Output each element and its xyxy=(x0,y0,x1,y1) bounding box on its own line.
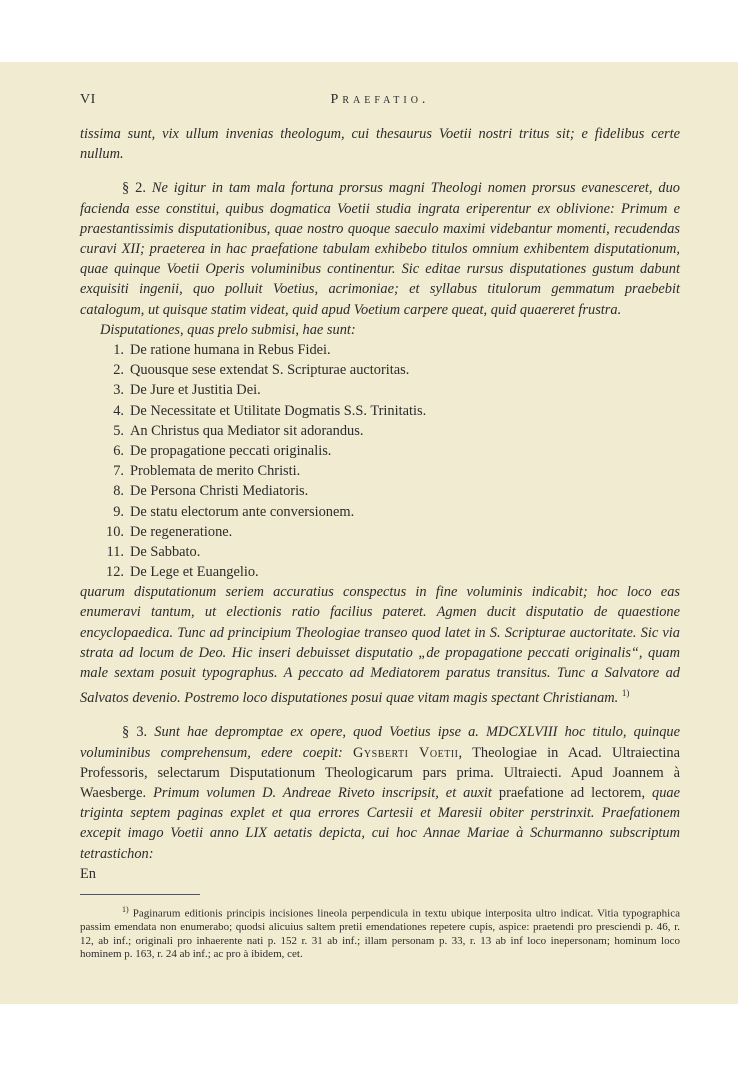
disputation-title: De Jure et Justitia Dei. xyxy=(130,382,261,399)
section-2-mark: § 2. xyxy=(122,180,146,197)
disputation-title: Problemata de merito Christi. xyxy=(130,463,301,480)
disputation-item xyxy=(110,340,680,360)
disputation-item xyxy=(106,562,680,582)
section-3-part1: Sunt hae depromptae ex opere, quod Voetius ipse a. MDCXLVIII hoc titulo, quinque voluminibus comprehensum, edere coepit: xyxy=(80,724,680,761)
section-3-author: Gysberti Voetii xyxy=(353,744,459,761)
disputation-item xyxy=(110,441,680,461)
footnote-mark: 1) xyxy=(122,904,129,914)
disputation-title: De Necessitate et Utilitate Dogmatis S.S. Trinitatis. xyxy=(130,402,427,419)
section-3-paragraph xyxy=(80,722,680,863)
disputation-item xyxy=(110,360,680,380)
disputations-list xyxy=(80,340,680,582)
disputation-item xyxy=(110,421,680,441)
section-3-part5: quae triginta septem paginas explet et qua errores Cartesii et Maresii obiter perstrinxit. Praefationem excepit imago Voetii anno LIX aetatis depicta, cui hoc Annae Mariae à Schurmanno subscriptum tetrastichon: xyxy=(80,784,680,862)
disputation-item xyxy=(110,380,680,400)
page-header xyxy=(80,92,680,112)
running-title: Praefatio. xyxy=(330,92,430,107)
footnote-text: Paginarum editionis principis incisiones lineola perpendicula in textu ubique interposita ultro indicat. Vitia typographica passim emendata non enumerabo; quodsi alicuius saltem pretii emendationes repetere cupis, aspice: praetendi pro presciendi p. 46, r. 12, ab inf.; originali pro inhaerente nati p. 152 r. 31 ab inf.; illam personam p. 33, r. 13 ab inf loco inepersonam; hominum loco hominem p. 163, r. 24 ab inf.; ac pro à ibidem, cet. xyxy=(80,907,681,961)
disputation-item xyxy=(106,542,680,562)
section-2-text: Ne igitur in tam mala fortuna prorsus magni Theologi nomen prorsus evanesceret, duo facienda esse constitui, quibus dogmatica Voetii studia ingrata eriperentur ex oblivione: Primum e praestantissimis disputationibus, quae nostro quoque saeculo maximi videbantur momenti, recudendas curavi XII; praeterea in hac praefatione tabulam exhibebo titulos omnium exhibentem disputationum, quae quinque Voetii Operis voluminibus continentur. Sic editae rursus disputationes gustum dabunt exquisiti ingenii, quo polluit Voetius, acrimoniae; et syllabus titulorum gemmatum praebebit catalogum, ut quisque statim videat, quid apud Voetium carpere queat, quid quaereret frustra. xyxy=(80,180,680,318)
disputation-title: De ratione humana in Rebus Fidei. xyxy=(130,342,331,359)
disputation-title: De Persona Christi Mediatoris. xyxy=(130,483,309,500)
disputation-title: An Christus qua Mediator sit adorandus. xyxy=(130,422,364,439)
disputation-number: 11. xyxy=(106,543,124,560)
disputation-title: De propagatione peccati originalis. xyxy=(130,442,332,459)
footnote-rule xyxy=(80,894,200,895)
footnote-ref: 1) xyxy=(621,688,630,699)
list-intro: Disputationes, quas prelo submisi, hae sunt: xyxy=(100,321,356,338)
disputation-number: 7. xyxy=(113,463,124,480)
disputation-number: 3. xyxy=(113,382,124,399)
section-3-mark: § 3. xyxy=(122,724,148,741)
disputation-title: De regeneratione. xyxy=(130,523,233,540)
disputation-number: 5. xyxy=(113,422,124,439)
page-number: VI xyxy=(80,92,96,107)
disputation-number: 6. xyxy=(113,442,124,459)
disputation-item xyxy=(110,502,680,522)
disputation-number: 1. xyxy=(113,342,124,359)
after-list-paragraph xyxy=(80,582,680,708)
disputation-item xyxy=(110,481,680,501)
disputation-number: 4. xyxy=(113,402,124,419)
disputation-item xyxy=(110,401,680,421)
disputation-number: 12. xyxy=(106,564,124,581)
disputation-title: De Lege et Euangelio. xyxy=(130,564,259,581)
disputation-number: 2. xyxy=(113,362,124,379)
section-3-part4: praefatione ad lectorem, xyxy=(498,784,646,801)
main-text xyxy=(80,124,680,962)
disputation-title: De statu electorum ante conversionem. xyxy=(130,503,355,520)
disputation-title: Quousque sese extendat S. Scripturae auctoritas. xyxy=(130,362,410,379)
disputation-item xyxy=(106,522,680,542)
intro-paragraph: tissima sunt, vix ullum invenias theologum, cui thesaurus Voetii nostri tritus sit; e fidelibus certe nullum. xyxy=(80,126,680,163)
section-3-part3: Primum volumen D. Andreae Riveto inscripsit, et auxit xyxy=(153,784,492,801)
catchword: En xyxy=(80,865,96,882)
section-2-paragraph xyxy=(80,178,680,319)
after-list-text: quarum disputationum seriem accuratius conspectus in fine voluminis indicabit; hoc loco eas enumeravi tantum, ut electionis ratio facilius pateret. Agmen ducit disputatio de quaestione encyclopaedica. Tunc ad principium Theologiae transeo quod latet in S. Scripturae auctoritate. Sic via strata ad locum de Deo. Hic inseri debuisset disputatio „de propagatione peccati originalis“, quam male sextam posuit typographus. A peccato ad Mediatorem paratus transitus. Tunc a Salvatore ad Salvatos devenio. Postremo loco disputationes posui quae vitam magis spectant Christianam. xyxy=(80,584,680,707)
section-3-part2: , Theologiae in Acad. Ultraiectina Professoris, selectarum Disputationum Theologicarum pars prima. Ultraiecti. Apud Joannem à Waesberge. xyxy=(80,744,680,801)
disputation-number: 8. xyxy=(113,483,124,500)
footnote xyxy=(80,903,680,962)
disputation-item xyxy=(110,461,680,481)
disputation-number: 9. xyxy=(113,503,124,520)
disputation-title: De Sabbato. xyxy=(130,543,201,560)
disputation-number: 10. xyxy=(106,523,124,540)
